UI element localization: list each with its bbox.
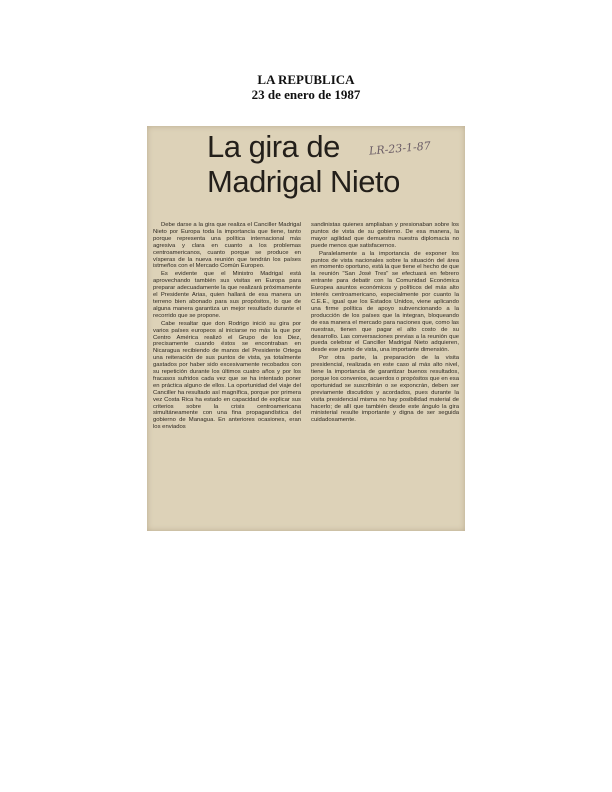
paragraph: Paralelamente a la importancia de exponer los puntos de vista nacionales sobre la situación del área en momento oportuno, está la que tiene el hecho de que la reunión "San José Tres" se efectuará en febrero entrante para debatir con la Comunidad Económica Europea asuntos económicos y políticos del más alto interés centroamericano, especialmente por cuanto la C.E.E., igual que los Estados Unidos, viene aplicando una firme política de apoyo subvencionando a la producción de los países que la integran, bloqueando de esa manera el mercado para naciones que, como las nuestras, tienen que pagar el alto costo de su desarrollo. Las conversaciones previas a la reunión que pueda celebrar el Canciller Madrigal Nieto adquieren, desde ese punto de vista, una importante dimensión. <box>311 250 459 354</box>
document-header <box>0 72 612 102</box>
headline-line-1: La gira de <box>207 129 340 164</box>
article-headline <box>207 129 407 199</box>
paragraph: Debe darse a la gira que realiza el Canciller Madrigal Nieto por Europa toda la importancia que tiene, tanto porque representa una política internacional más agresiva y clara en cuanto a los problemas centroamericanos, cuanto porque se produce en vísperas de la nueva reunión que tendrán los países istmeños con el Mercado Común Europeo. <box>153 222 301 270</box>
headline-line-2: Madrigal Nieto <box>207 164 400 199</box>
article-body <box>153 222 459 526</box>
paragraph: sandinistas quienes ampliaban y presionaban sobre los puntos de vista de su gobierno. De esa manera, la mayor agilidad que demuestra nuestra diplomacia no puede menos que satisfacernos. <box>311 222 459 249</box>
left-column <box>153 222 301 526</box>
handwritten-date-note: LR-23-1-87 <box>368 139 432 158</box>
publication-date: 23 de enero de 1987 <box>251 87 361 102</box>
right-column <box>311 222 459 526</box>
newspaper-name: LA REPUBLICA <box>257 72 355 87</box>
paragraph: Es evidente que el Ministro Madrigal está aprovechando también sus visitas en Europa para preparar adecuadamente la que realizará próximamente el Presidente Arias, quien hallará de esa manera un terreno bien abonado para sus propósitos, lo que de alguna manera garantiza un mejor resultado durante el recorrido que se propone. <box>153 271 301 319</box>
paragraph: Cabe resaltar que don Rodrigo inició su gira por varios países europeos al iniciarse no más la que por Centro América realizó el Grupo de los Diez, precisamente cuando éstos se encontraban en Nicaragua recibiendo de manos del Presidente Ortega una reiteración de sus puntos de vista, ya totalmente gastados por haber sido excesivamente recobados con su repetición durante los últimos cuatro años y por los fracasos sufridos cada vez que se ha intentado poner en práctica alguno de ellos. La oportunidad del viaje del Canciller ha resultado así magnífica, porque por primera vez Costa Rica ha estado en capacidad de explicar sus criterios sobre la crisis centroamericana simultáneamente con una fina propagandística del gobierno de Managua. En anteriores ocasiones, eran los enviados <box>153 320 301 431</box>
paragraph: Por otra parte, la preparación de la visita presidencial, realizada en este caso al más alto nivel, tiene la importancia de garantizar buenos resultados, porque los convenios, acuerdos o propósitos que en esa oportunidad se suscribirán o se exponcrán, deben ser previamente discutidos y acordados, pues durante la visita presidencial misma no hay posibilidad material de hacerlo; de allí que también desde este ángulo la gira ministerial resulte importante y digna de ser seguida cuidadosamente. <box>311 355 459 424</box>
newspaper-clipping <box>147 126 465 531</box>
